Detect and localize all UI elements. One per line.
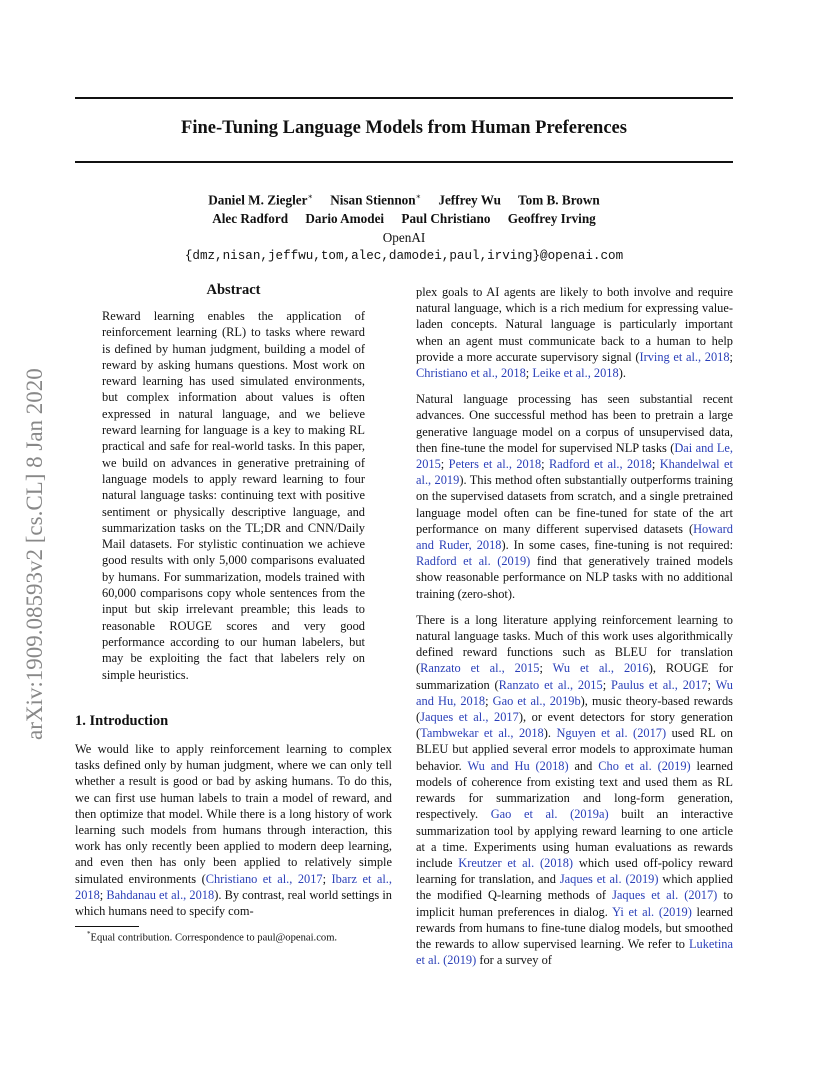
abstract-heading: Abstract xyxy=(206,282,261,298)
arxiv-identifier: arXiv:1909.08593v2 [cs.CL] 8 Jan 2020 xyxy=(22,368,47,740)
abstract-text: Reward learning enables the application of reinforcement learning (RL) to tasks where reward is defined by human judgment, building a model of reward by asking humans questions. Most work on reward learning has used simulated environments, but complex information about values is often expressed in natural language, and we believe reward learning for language is a key to making RL practical and safe for real-world tasks. In this paper, we build on advances in generative pretraining of language models to apply reward learning to four natural language tasks: continuing text with positive sentiment or physically descriptive language, and summarization tasks on the TL;DR and CNN/Daily Mail datasets. For stylistic continuation we achieve good results with only 5,000 comparisons evaluated by humans. For summarization, models trained with 60,000 comparisons copy whole sentences from the input but skip irrelevant preamble; this leads to reasonable ROUGE scores and very good performance according to our human labelers, but may be exploiting the fact that labelers rely on simple heuristics. xyxy=(102,309,365,682)
right-column xyxy=(416,284,733,978)
author-line-2 xyxy=(75,209,733,228)
equal-contribution-mark: ∗ xyxy=(307,192,313,201)
citation-link[interactable]: Radford et al., 2018 xyxy=(549,457,652,472)
body-text: ), ROUGE for summarization ( xyxy=(416,661,733,692)
affiliation: OpenAI xyxy=(382,230,426,246)
citation-link[interactable]: Dai and Le, 2015 xyxy=(416,440,733,472)
body-text: built an interactive summarization tool by applying reward learning to one article at a time. Experiments using human evaluations as rewards include xyxy=(416,807,734,870)
body-text: ). This method often substantially outperforms training on the supervised datasets from scratch, and a single pretrained language model often can be fine-tuned for state of the art performance on many different supervised datasets ( xyxy=(416,473,733,536)
body-text: ). xyxy=(543,726,557,741)
citation-link[interactable]: Jaques et al., 2017 xyxy=(420,710,519,725)
introduction-heading: 1. Introduction xyxy=(75,713,169,729)
title-rule-bottom xyxy=(75,161,733,163)
body-text: find that generatively trained models show reasonable performance on NLP tasks with no additional training (zero-shot). xyxy=(416,554,733,601)
citation-link[interactable]: Paulus et al., 2017 xyxy=(611,677,708,692)
body-text: plex goals to AI agents are likely to both involve and require natural language, which is a rich medium for expressing value-laden concepts. Natural language is particularly important when an agent must communicate back to a human to help provide a more accurate supervisory signal ( xyxy=(416,285,733,364)
citation-link[interactable]: Leike et al., 2018 xyxy=(532,366,619,381)
citation-link[interactable]: Wu et al., 2016 xyxy=(552,661,649,676)
body-text: ), or event detectors for story generation ( xyxy=(416,710,733,741)
citation-link[interactable]: Nguyen et al. (2017) xyxy=(556,726,667,741)
citation-link[interactable]: Khandelwal et al., 2019 xyxy=(416,457,733,488)
citation-link[interactable]: Bahdanau et al., 2018 xyxy=(106,887,215,902)
citation-link[interactable]: Gao et al. (2019a) xyxy=(490,807,609,822)
citation-link[interactable]: Gao et al., 2019b xyxy=(492,693,581,708)
citation-link[interactable]: Radford et al. (2019) xyxy=(416,554,531,569)
citation-link[interactable]: Cho et al. (2019) xyxy=(598,758,691,773)
citation-link[interactable]: Irving et al., 2018 xyxy=(639,349,730,364)
body-text: ). By contrast, real world settings in which humans need to specify com- xyxy=(75,887,393,919)
author-name: Jeffrey Wu xyxy=(438,192,501,208)
footnote-mark: * xyxy=(87,930,91,938)
intro-paragraph-1-end: plex goals to AI agents are likely to both involve and require natural language, which is a rich medium for expressing value-laden concepts. Natural language is particularly important when an agent must communicate back to a human to help provide a more accurate supervisory signal (Irving et al., 2018; Christiano et al., 2018; Leike et al., 2018). xyxy=(416,285,733,381)
author-name: Alec Radford xyxy=(212,211,289,227)
body-text: which used off-policy reward learning for translation, and xyxy=(416,855,733,887)
title-rule-top xyxy=(75,97,733,99)
citation-link[interactable]: Jaques et al. (2017) xyxy=(612,888,718,903)
body-text: ), music theory-based rewards ( xyxy=(416,693,734,725)
intro-paragraph-1-start: We would like to apply reinforcement learning to complex tasks defined only by human judgment, where we can only tell whether a result is good or bad by asking humans. To do this, we can first use human labels to train a model of reward, and then optimize that model. While there is a long history of work learning such models from humans through interaction, this work has only recently been applied to modern deep learning, and even then has only been applied to relatively simple simulated environments (Christiano et al., 2017; Ibarz et al., 2018; Bahdanau et al., 2018). By contrast, real world settings in which humans need to specify com- xyxy=(75,742,393,919)
body-text: for a survey of xyxy=(476,953,552,968)
citation-link[interactable]: Howard and Ruder, 2018 xyxy=(416,521,733,553)
citation-link[interactable]: Kreutzer et al. (2018) xyxy=(458,855,574,870)
author-name: Dario Amodei xyxy=(305,211,385,227)
equal-contribution-mark: ∗ xyxy=(415,192,422,201)
author-line-1 xyxy=(75,187,733,209)
body-text: which applied the modified Q-learning methods of xyxy=(416,872,733,903)
citation-link[interactable]: Wu and Hu, 2018 xyxy=(416,677,733,708)
author-block xyxy=(75,187,733,266)
citation-link[interactable]: Yi et al. (2019) xyxy=(612,904,692,919)
citation-link[interactable]: Ranzato et al., 2015 xyxy=(420,661,540,676)
citation-link[interactable]: Ibarz et al., 2018 xyxy=(75,871,392,902)
body-text: and xyxy=(568,758,599,773)
body-text: used RL on BLEU but applied several error models to approximate human behavior. xyxy=(416,726,733,773)
citation-link[interactable]: Luketina et al. (2019) xyxy=(416,936,733,968)
body-text: There is a long literature applying reinforcement learning to natural language tasks. Much of this work uses algorithmically defined reward functions such as BLEU for translation ( xyxy=(416,612,733,676)
author-emails: {dmz,nisan,jeffwu,tom,alec,damodei,paul,irving}@openai.com xyxy=(184,249,624,264)
citation-link[interactable]: Ranzato et al., 2015 xyxy=(498,677,603,692)
author-name: Daniel M. Ziegler xyxy=(208,192,308,208)
intro-paragraph-3: There is a long literature applying reinforcement learning to natural language tasks. Much of this work uses algorithmically defined reward functions such as BLEU for translation (Ranzato et al., 2015; Wu et al., 2016), ROUGE for summarization (Ranzato et al., 2015; Paulus et al., 2017; Wu and Hu, 2018; Gao et al., 2019b), music theory-based rewards (Jaques et al., 2017), or event detectors for story generation (Tambwekar et al., 2018). Nguyen et al. (2017) used RL on BLEU but applied several error models to approximate human behavior. Wu and Hu (2018) and Cho et al. (2019) learned models of coherence from existing text and used them as RL rewards for summarization and long-form generation, respectively. Gao et al. (2019a) built an interactive summarization tool by applying reward learning to one article at a time. Experiments using human evaluations as rewards include Kreutzer et al. (2018) which used off-policy reward learning for translation, and Jaques et al. (2019) which applied the modified Q-learning methods of Jaques et al. (2017) to implicit human preferences in dialog. Yi et al. (2019) learned rewards from humans to fine-tune dialog models, but smoothed the rewards to allow supervised learning. We refer to Luketina et al. (2019) for a survey of xyxy=(416,612,734,968)
paper-title: Fine-Tuning Language Models from Human Preferences xyxy=(181,118,627,138)
citation-link[interactable]: Tambwekar et al., 2018 xyxy=(420,726,544,741)
author-name: Paul Christiano xyxy=(401,211,491,227)
citation-link[interactable]: Christiano et al., 2017 xyxy=(205,871,323,886)
intro-paragraph-2: Natural language processing has seen substantial recent advances. One successful method has been to pretrain a large generative language model on a corpus of unsupervised data, then fine-tune the model for supervised NLP tasks (Dai and Le, 2015; Peters et al., 2018; Radford et al., 2018; Khandelwal et al., 2019). This method often substantially outperforms training on the supervised datasets from scratch, and a single pretrained language model often can be fine-tuned for state of the art performance on many different supervised datasets (Howard and Ruder, 2018). In some cases, fine-tuning is not required: Radford et al. (2019) find that generatively trained models show reasonable performance on NLP tasks with no additional training (zero-shot). xyxy=(416,392,734,601)
citation-link[interactable]: Peters et al., 2018 xyxy=(448,457,542,472)
footnote-text: Equal contribution. Correspondence to paul@openai.com. xyxy=(90,932,338,944)
citation-link[interactable]: Wu and Hu (2018) xyxy=(467,758,569,773)
body-text: ). In some cases, fine-tuning is not required: xyxy=(501,538,734,553)
footnote-rule xyxy=(75,926,139,927)
author-name: Geoffrey Irving xyxy=(507,211,596,227)
author-name: Nisan Stiennon xyxy=(330,192,416,208)
footnote xyxy=(87,930,337,944)
body-text: learned models of coherence from existing text and used them as RL rewards for summarization and long-form generation, respectively. xyxy=(416,758,733,822)
citation-link[interactable]: Christiano et al., 2018 xyxy=(416,366,526,381)
body-text: We would like to apply reinforcement learning to complex tasks defined only by human judgment, where we can only tell whether a result is good or bad by asking humans. To do this, we can first use human labels to train a model of reward, and then optimize that model. While there is a long history of work learning such models from humans through interaction, this work has only recently been applied to modern deep learning, and even then has only been applied to relatively simple simulated environments ( xyxy=(75,742,392,886)
body-text: to implicit human preferences in dialog. xyxy=(416,888,733,919)
author-name: Tom B. Brown xyxy=(518,192,600,208)
body-text: learned rewards from humans to fine-tune dialog models, but smoothed the rewards to allow supervised learning. We refer to xyxy=(416,904,734,951)
citation-link[interactable]: Jaques et al. (2019) xyxy=(559,872,659,887)
body-text: Natural language processing has seen substantial recent advances. One successful method has been to pretrain a large generative language model on a corpus of unsupervised data, then fine-tune the model for supervised NLP tasks ( xyxy=(416,392,733,455)
